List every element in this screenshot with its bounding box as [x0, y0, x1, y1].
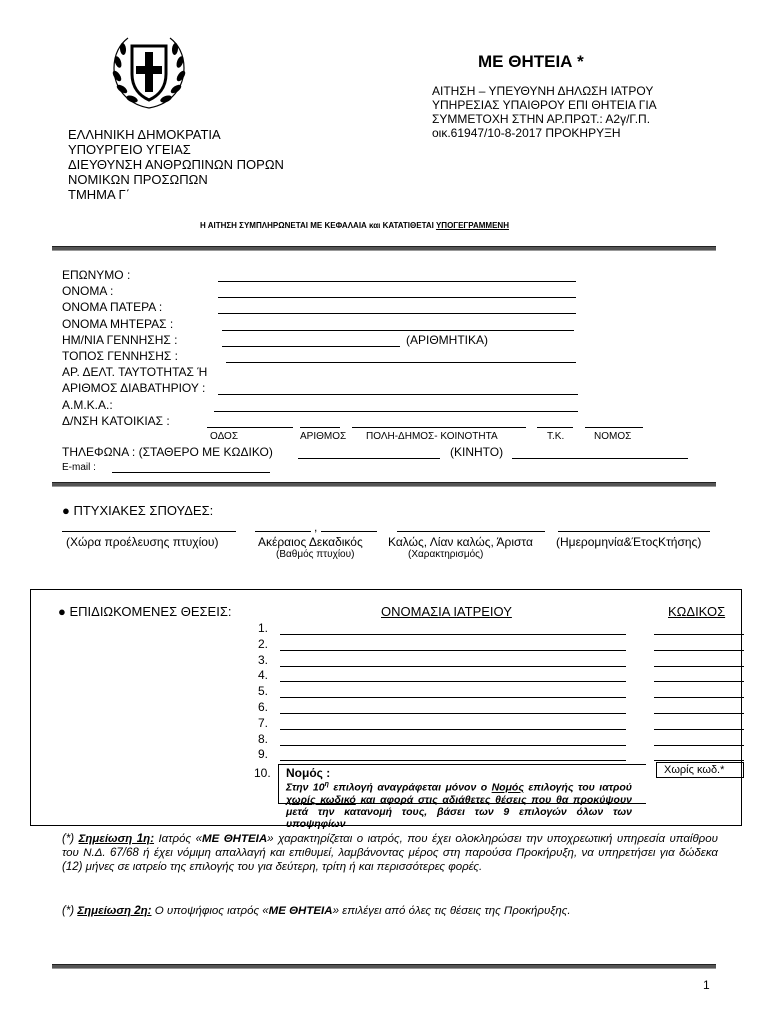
address-part-prefecture: ΝΟΜΟΣ: [594, 431, 632, 442]
clinic-code-field[interactable]: [654, 681, 744, 682]
clinic-code-field[interactable]: [654, 745, 744, 746]
instruction-underlined: ΥΠΟΓΕΓΡΑΜΜΕΝΗ: [435, 221, 509, 230]
clinic-code-field[interactable]: [654, 650, 744, 651]
note-underlined: Νομός: [491, 781, 524, 794]
address-part-city: ΠΟΛΗ-ΔΗΜΟΣ- ΚΟΙΝΟΤΗΤΑ: [366, 431, 498, 442]
name-label: ΟΝΟΜΑ :: [62, 284, 114, 298]
landline-field[interactable]: [298, 458, 440, 459]
acquisition-date-field[interactable]: [558, 531, 710, 532]
form-title: ΜΕ ΘΗΤΕΙΑ *: [478, 52, 584, 71]
subtitle-line: ΑΙΤΗΣΗ – ΥΠΕΥΘΥΝΗ ΔΗΛΩΣΗ ΙΑΤΡΟΥ: [432, 84, 654, 98]
fill-instruction: [200, 221, 509, 231]
note-prefix: (*): [62, 833, 79, 845]
note-sup: η: [324, 781, 329, 788]
clinic-code-field[interactable]: [654, 697, 744, 698]
note-1-label: Σημείωση 1η:: [78, 833, 155, 845]
section-divider: [52, 246, 716, 251]
instruction-text: Η ΑΙΤΗΣΗ ΣΥΜΠΛΗΡΩΝΕΤΑΙ ΜΕ ΚΕΦΑΛΑΙΑ: [200, 221, 370, 230]
passport-label: ΑΡΙΘΜΟΣ ΔΙΑΒΑΤΗΡΙΟΥ :: [62, 381, 206, 395]
clinic-name-field[interactable]: [280, 634, 626, 635]
subtitle-line: ΥΠΗΡΕΣΙΑΣ ΥΠΑΙΘΡΟΥ ΕΠΙ ΘΗΤΕΙΑ ΓΙΑ: [432, 98, 657, 112]
note-underlined: χωρίς κωδικό: [286, 793, 356, 806]
greek-coat-of-arms-emblem: [108, 32, 190, 114]
position-number: 4.: [258, 668, 269, 683]
col-country-caption: (Χώρα προέλευσης πτυχίου): [66, 535, 219, 549]
note-1: [62, 832, 718, 874]
birthdate-label: ΗΜ/ΝΙΑ ΓΕΝΝΗΣΗΣ :: [62, 333, 178, 347]
note-text: επιλογή αναγράφεται μόνον ο: [328, 781, 492, 794]
col-date-caption: (Ημερομηνία&ΈτοςΚτήσης): [556, 535, 702, 549]
clinic-name-field[interactable]: [280, 650, 626, 651]
position-number: 1.: [258, 621, 269, 635]
mother-name-field[interactable]: [222, 330, 574, 331]
father-name-field[interactable]: [218, 313, 576, 314]
col-characterization-subcaption: (Χαρακτηρισμός): [408, 549, 484, 560]
col-characterization-caption: Καλώς, Λίαν καλώς, Άριστα: [388, 535, 533, 549]
id-passport-field[interactable]: [218, 394, 578, 395]
address-street-field[interactable]: [207, 427, 293, 428]
clinic-code-field[interactable]: [654, 713, 744, 714]
no-code-box: [656, 762, 744, 778]
email-label: E-mail :: [62, 462, 96, 473]
note-text: Στην 10: [286, 781, 325, 794]
clinic-name-field[interactable]: [280, 681, 626, 682]
clinic-name-field[interactable]: [280, 729, 626, 730]
position-number: 3.: [258, 652, 269, 667]
birthdate-note: (ΑΡΙΘΜΗΤΙΚΑ): [406, 333, 489, 347]
grade-comma: ,: [314, 520, 318, 534]
address-part-street: ΟΔΟΣ: [210, 431, 238, 442]
note-text: Ιατρός «: [154, 833, 202, 845]
address-part-postcode: Τ.Κ.: [547, 431, 565, 442]
note-bold: ΜΕ ΘΗΤΕΙΑ: [201, 833, 268, 845]
address-label: Δ/ΝΣΗ ΚΑΤΟΙΚΙΑΣ :: [62, 414, 170, 428]
position-number: 2.: [258, 636, 269, 651]
authority-line: ΕΛΛΗΝΙΚΗ ΔΗΜΟΚΡΑΤΙΑ: [68, 127, 221, 142]
address-part-number: ΑΡΙΘΜΟΣ: [300, 431, 347, 442]
position-number-10: 10.: [254, 766, 271, 780]
phone-label: ΤΗΛΕΦΩΝΑ : (ΣΤΑΘΕΡΟ ΜΕ ΚΩΔΙΚΟ): [62, 445, 273, 459]
mother-name-label: ΟΝΟΜΑ ΜΗΤΕΡΑΣ :: [62, 317, 174, 331]
authority-line: ΔΙΕΥΘΥΝΣΗ ΑΝΘΡΩΠΙΝΩΝ ΠΟΡΩΝ: [68, 157, 284, 172]
amka-label: Α.Μ.Κ.Α.:: [62, 398, 113, 412]
note-text: » επιλέγει από όλες τις θέσεις της Προκήρυξης.: [332, 905, 571, 917]
clinic-code-field[interactable]: [654, 729, 744, 730]
authority-line: ΝΟΜΙΚΩΝ ΠΡΟΣΩΠΩΝ: [68, 172, 208, 187]
note-text: και αφορά στις αδιάθετες θέσεις που θα προκύψουν μετά την κατανομή τους, βάσει των 9 επιλογών όλων των υποψηφίων: [286, 793, 632, 830]
clinic-name-field[interactable]: [280, 745, 626, 746]
position-number: 5.: [258, 684, 269, 699]
col-grade-subcaption: (Βαθμός πτυχίου): [276, 549, 355, 560]
col-grade-caption: Ακέραιος Δεκαδικός: [258, 535, 363, 549]
code-header: ΚΩΔΙΚΟΣ: [668, 604, 726, 619]
characterization-field[interactable]: [397, 531, 545, 532]
degree-country-field[interactable]: [62, 531, 236, 532]
position-number: 7.: [258, 715, 269, 730]
note-text: επιλογής του ιατρού: [523, 781, 632, 794]
authority-block: [68, 127, 328, 202]
footer-divider: [52, 964, 716, 969]
page-number: 1: [703, 978, 710, 992]
name-field[interactable]: [218, 297, 576, 298]
address-number-field[interactable]: [300, 427, 340, 428]
email-field[interactable]: [112, 472, 270, 473]
clinic-name-header: ΟΝΟΜΑΣΙΑ ΙΑΤΡΕΙΟΥ: [381, 604, 512, 619]
authority-line: ΤΜΗΜΑ Γ΄: [68, 187, 131, 202]
id-card-label: ΑΡ. ΔΕΛΤ. ΤΑΥΤΟΤΗΤΑΣ Ή: [62, 365, 208, 379]
position-number: 6.: [258, 700, 269, 714]
no-code-label: Χωρίς κωδ.*: [664, 764, 725, 776]
note-text: » χαρακτηρίζεται ο ιατρός, που έχει ολοκληρώσει την υποχρεωτική υπηρεσία υπαίθρου του Ν.Δ. 67/68 ή έχει νόμιμη απαλλαγή και επιθυμεί, λαμβάνοντας μέρος στη παρούσα Προκήρυξη, να υπηρετήσει για δώδεκα (12) μήνες σε ιατρείο της επιλογής του για δεύτερη, τρίτη ή και περισσότερες φορές.: [62, 833, 718, 873]
clinic-name-field[interactable]: [280, 697, 626, 698]
note-bold: ΜΕ ΘΗΤΕΙΑ: [268, 905, 333, 917]
address-prefecture-field[interactable]: [585, 427, 643, 428]
clinic-code-field[interactable]: [654, 666, 744, 667]
form-subtitle: [432, 84, 732, 140]
grade-decimal-field[interactable]: [321, 531, 377, 532]
subtitle-line: οικ.61947/10-8-2017 ΠΡΟΚΗΡΥΞΗ: [432, 126, 621, 140]
birthplace-label: ΤΟΠΟΣ ΓΕΝΝΗΣΗΣ :: [62, 349, 178, 363]
mobile-field[interactable]: [512, 458, 688, 459]
clinic-name-field[interactable]: [280, 760, 626, 761]
birthdate-field[interactable]: [222, 346, 400, 347]
subtitle-line: ΣΥΜΜΕΤΟΧΗ ΣΤΗΝ ΑΡ.ΠΡΩΤ.: Α2γ/Γ.Π.: [432, 112, 651, 126]
authority-line: ΥΠΟΥΡΓΕΙΟ ΥΓΕΙΑΣ: [68, 142, 191, 157]
positions-label: ● ΕΠΙΔΙΩΚΟΜΕΝΕΣ ΘΕΣΕΙΣ:: [58, 604, 232, 619]
note-prefix: (*): [62, 905, 78, 917]
grade-integer-field[interactable]: [255, 531, 311, 532]
position-number: 8.: [258, 731, 269, 746]
note-2-label: Σημείωση 2η:: [77, 905, 152, 917]
prefecture-label: Νομός :: [286, 766, 331, 780]
clinic-name-field[interactable]: [280, 713, 626, 714]
instruction-text-2: ΚΑΤΑΤΙΘΕΤΑΙ: [380, 221, 436, 230]
address-city-field[interactable]: [352, 427, 526, 428]
surname-field[interactable]: [218, 281, 576, 282]
father-name-label: ΟΝΟΜΑ ΠΑΤΕΡΑ :: [62, 300, 163, 314]
studies-label: ● ΠΤΥΧΙΑΚΕΣ ΣΠΟΥΔΕΣ:: [62, 503, 214, 518]
clinic-name-field[interactable]: [280, 666, 626, 667]
mobile-label: (ΚΙΝΗΤΟ): [450, 445, 504, 459]
clinic-code-field[interactable]: [654, 634, 744, 635]
note-2: [62, 904, 718, 918]
section-divider: [52, 482, 716, 487]
surname-label: ΕΠΩΝΥΜΟ :: [62, 268, 131, 282]
tenth-choice-note: [286, 779, 632, 830]
amka-field[interactable]: [214, 411, 578, 412]
note-text: Ο υποψήφιος ιατρός «: [151, 905, 269, 917]
address-postcode-field[interactable]: [537, 427, 573, 428]
position-number: 9.: [258, 747, 269, 762]
instruction-kai: και: [369, 221, 381, 230]
birthplace-field[interactable]: [226, 362, 576, 363]
